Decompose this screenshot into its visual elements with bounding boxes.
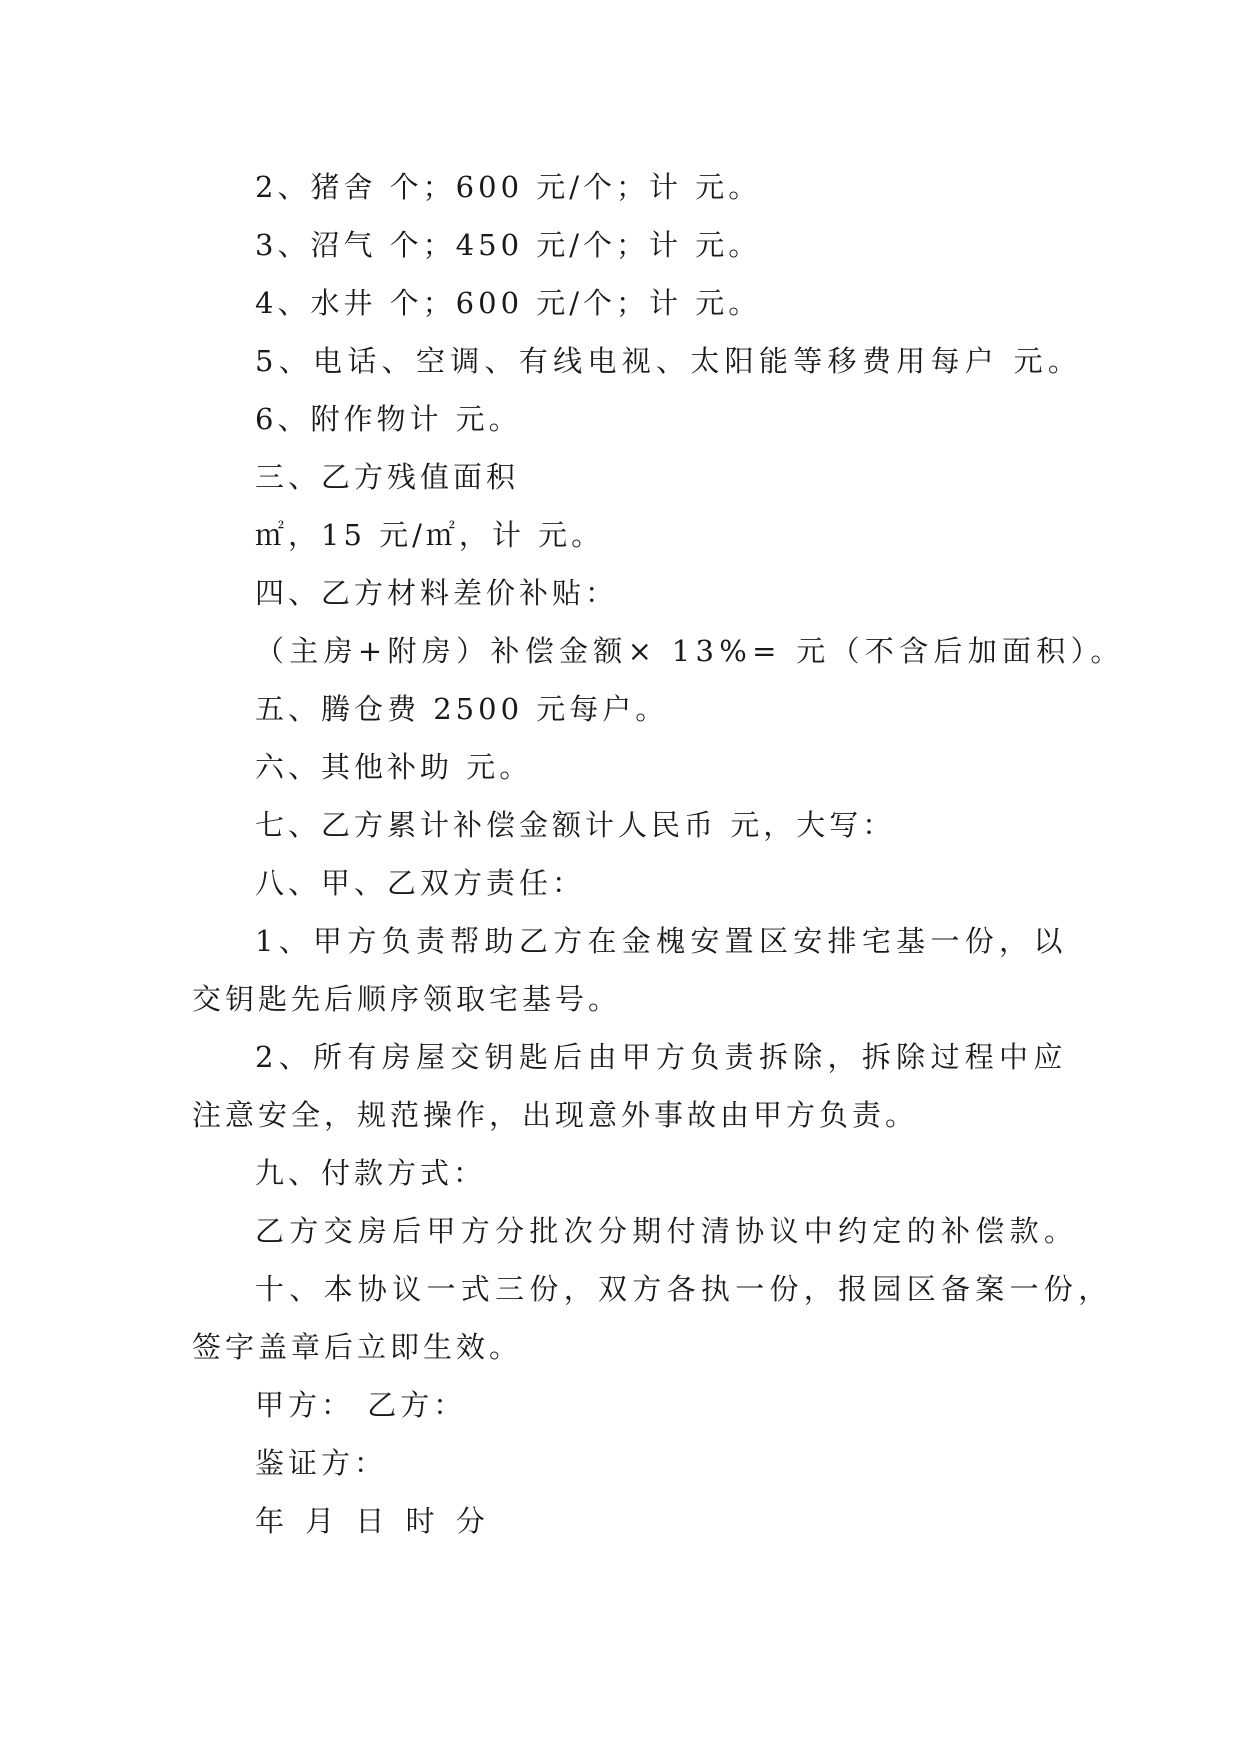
text-line: 五、腾仓费 2500 元每户。 xyxy=(255,692,669,726)
text-line: 六、其他补助 元。 xyxy=(255,750,533,784)
text-line: 3、沼气 个；450 元/个；计 元。 xyxy=(255,228,762,262)
date-line: 年 月 日 时 分 xyxy=(255,1504,491,1538)
text-line: 十、本协议一式三份，双方各执一份，报园区备案一份， xyxy=(255,1272,1113,1306)
text-line: ㎡，15 元/㎡，计 元。 xyxy=(255,518,605,552)
text-line: 4、水井 个；600 元/个；计 元。 xyxy=(255,286,762,320)
text-line: 四、乙方材料差价补贴： xyxy=(255,576,619,610)
text-line: 三、乙方残值面积 xyxy=(255,460,520,494)
text-line: 2、猪舍 个；600 元/个；计 元。 xyxy=(255,170,762,204)
signature-line: 甲方： 乙方： xyxy=(255,1388,467,1422)
text-line: 八、甲、乙双方责任： xyxy=(255,866,586,900)
text-line: 6、附作物计 元。 xyxy=(255,402,522,436)
text-line: 交钥匙先后顺序领取宅基号。 xyxy=(192,982,622,1016)
text-line: （主房+附房）补偿金额× 13%= 元（不含后加面积）。 xyxy=(255,634,1125,668)
text-line: 九、付款方式： xyxy=(255,1156,487,1190)
witness-line: 鉴证方： xyxy=(255,1446,388,1480)
text-line: 乙方交房后甲方分批次分期付清协议中约定的补偿款。 xyxy=(255,1214,1079,1248)
text-line: 注意安全，规范操作，出现意外事故由甲方负责。 xyxy=(192,1098,919,1132)
text-line: 七、乙方累计补偿金额计人民币 元，大写： xyxy=(255,808,896,842)
text-line: 签字盖章后立即生效。 xyxy=(192,1330,523,1364)
text-line: 5、电话、空调、有线电视、太阳能等移费用每户 元。 xyxy=(255,344,1083,378)
text-line: 1、甲方负责帮助乙方在金槐安置区安排宅基一份，以 xyxy=(255,924,1068,958)
text-line: 2、所有房屋交钥匙后由甲方负责拆除，拆除过程中应 xyxy=(255,1040,1068,1074)
